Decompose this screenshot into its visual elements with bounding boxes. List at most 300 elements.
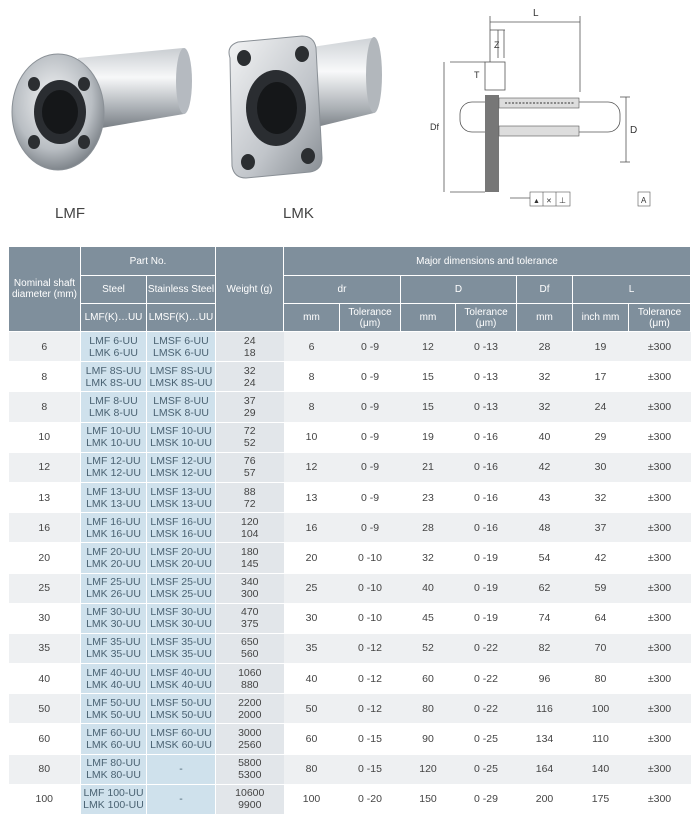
cell-dr: [284, 392, 340, 422]
cell-D-tol-line: 0 -16: [474, 461, 498, 474]
header-D: D: [401, 276, 517, 304]
cell-L: [573, 452, 629, 482]
cell-dr: [284, 603, 340, 633]
cell-Df-line: 42: [538, 461, 551, 474]
cell-D-line: 45: [422, 612, 434, 625]
cell-L-line: 175: [591, 793, 610, 806]
cell-weight: [216, 754, 284, 784]
cell-L-tol: [629, 633, 691, 663]
cell-weight: [216, 513, 284, 543]
cell-steel-part: [81, 694, 147, 724]
cell-D: [401, 633, 456, 663]
header-L-tolerance: Tolerance (μm): [629, 304, 691, 332]
cell-stainless-part-line: LMSF 10-UU: [150, 425, 212, 438]
cell-weight: [216, 543, 284, 573]
cell-L: [573, 784, 629, 814]
cell-weight-line: 104: [240, 527, 259, 540]
lmk-caption: LMK: [283, 205, 314, 222]
cell-D-tol-line: 0 -22: [474, 702, 498, 715]
cell-steel-part-line: LMK 10-UU: [86, 437, 141, 450]
cell-L-tol: [629, 664, 691, 694]
cell-Df-line: 48: [538, 521, 551, 534]
cell-weight: [216, 392, 284, 422]
cell-Df: [517, 392, 573, 422]
cell-L: [573, 422, 629, 452]
cell-Df-line: 82: [538, 642, 551, 655]
cell-Df: [517, 754, 573, 784]
cell-weight-line: 72: [243, 425, 256, 438]
cell-shaft: [9, 422, 81, 452]
cell-Df: [517, 603, 573, 633]
cell-Df: [517, 573, 573, 603]
header-dr-mm: mm: [284, 304, 340, 332]
cell-L-tol: [629, 603, 691, 633]
cell-weight-line: 32: [243, 364, 256, 377]
cell-dr-line: 16: [305, 521, 318, 534]
spec-table: [8, 246, 691, 815]
cell-D-tol: [456, 332, 517, 362]
cell-dr-tol: [340, 664, 401, 694]
cell-dr-line: 13: [305, 491, 318, 504]
cell-dr-tol: [340, 784, 401, 814]
cell-weight-line: 880: [240, 678, 259, 691]
cell-weight-line: 18: [243, 346, 256, 359]
cell-stainless-part-line: LMSK 35-UU: [150, 648, 212, 661]
dim-label-D: D: [630, 125, 638, 136]
cell-D-tol-line: 0 -16: [474, 521, 498, 534]
cell-steel-part-line: LMK 8-UU: [88, 406, 138, 419]
cell-weight-line: 180: [240, 545, 259, 558]
cell-shaft: [9, 452, 81, 482]
cell-D-tol: [456, 573, 517, 603]
header-L: L: [573, 276, 691, 304]
cell-weight: [216, 724, 284, 754]
cell-L-tol-line: ±300: [647, 551, 672, 564]
cell-D-line: 60: [422, 672, 434, 685]
cell-weight-line: 1060: [238, 666, 262, 679]
cell-dr-line: 8: [308, 400, 315, 413]
cell-weight-line: 2200: [238, 696, 262, 709]
cell-D-line: 80: [422, 702, 434, 715]
cell-D-tol-line: 0 -13: [474, 400, 498, 413]
cell-dr-tol: [340, 422, 401, 452]
cell-weight: [216, 362, 284, 392]
cell-weight: [216, 332, 284, 362]
cell-D-tol: [456, 664, 517, 694]
cell-Df-line: 134: [535, 733, 554, 746]
cell-dr: [284, 332, 340, 362]
cell-L-tol-line: ±300: [647, 400, 672, 413]
cell-weight-line: 2560: [238, 739, 262, 752]
dim-label-T: T: [474, 70, 480, 80]
cell-Df: [517, 332, 573, 362]
cell-steel-part: [81, 482, 147, 512]
cell-D: [401, 754, 456, 784]
cell-dr: [284, 754, 340, 784]
cell-stainless-part: [147, 422, 216, 452]
cell-stainless-part-line: LMSF 60-UU: [150, 727, 212, 740]
cell-D-tol: [456, 694, 517, 724]
cell-L-line: 100: [591, 702, 610, 715]
tol-symbol-3: ⊥: [559, 196, 566, 205]
cell-L-tol-line: ±300: [647, 793, 672, 806]
cell-shaft-line: 40: [38, 672, 51, 685]
cell-Df-line: 40: [538, 431, 551, 444]
spec-table-body: [9, 332, 691, 815]
header-dr: dr: [284, 276, 401, 304]
cell-stainless-part-line: -: [179, 763, 183, 776]
cell-L-line: 17: [594, 370, 607, 383]
cell-dr-line: 40: [305, 672, 318, 685]
cell-weight-line: 10600: [235, 787, 265, 800]
cell-L-tol-line: ±300: [647, 491, 672, 504]
cell-L: [573, 332, 629, 362]
cell-weight-line: 57: [243, 467, 256, 480]
cell-L: [573, 754, 629, 784]
product-illustration-area: [0, 0, 693, 240]
cell-shaft: [9, 332, 81, 362]
cell-shaft: [9, 603, 81, 633]
cell-stainless-part: [147, 452, 216, 482]
datum-label: A: [641, 196, 647, 205]
cell-dr-line: 35: [305, 642, 318, 655]
cell-D-line: 21: [422, 461, 434, 474]
cell-dr-line: 50: [305, 702, 318, 715]
cell-stainless-part-line: LMSF 13-UU: [150, 485, 212, 498]
cell-Df-line: 54: [538, 551, 551, 564]
cell-weight: [216, 452, 284, 482]
cell-stainless-part-line: LMSK 8S-UU: [149, 376, 213, 389]
cell-stainless-part: [147, 724, 216, 754]
cell-shaft-line: 50: [38, 702, 51, 715]
cell-weight-line: 29: [243, 406, 256, 419]
cell-dr-line: 100: [302, 793, 321, 806]
technical-drawing: [430, 2, 685, 217]
cell-dr-tol-line: 0 -20: [358, 793, 382, 806]
cell-steel-part-line: LMK 60-UU: [86, 739, 141, 752]
cell-L-tol-line: ±300: [647, 733, 672, 746]
cell-stainless-part-line: LMSK 25-UU: [150, 588, 212, 601]
cell-shaft-line: 13: [38, 491, 51, 504]
cell-D-tol-line: 0 -22: [474, 672, 498, 685]
cell-dr-line: 8: [308, 370, 315, 383]
cell-Df-line: 43: [538, 491, 551, 504]
cell-steel-part-line: LMK 20-UU: [86, 557, 141, 570]
header-Df: Df: [517, 276, 573, 304]
table-row: [9, 513, 691, 543]
cell-dr: [284, 784, 340, 814]
cell-D: [401, 784, 456, 814]
cell-L-line: 29: [594, 431, 607, 444]
cell-L: [573, 362, 629, 392]
cell-dr-tol-line: 0 -10: [358, 582, 382, 595]
cell-shaft: [9, 633, 81, 663]
cell-steel-part-line: LMK 13-UU: [86, 497, 141, 510]
cell-L-tol-line: ±300: [647, 461, 672, 474]
cell-D: [401, 724, 456, 754]
cell-steel-part-line: LMK 12-UU: [86, 467, 141, 480]
cell-stainless-part-line: LMSK 20-UU: [150, 557, 212, 570]
dim-label-Df: Df: [430, 122, 439, 132]
cell-shaft-line: 10: [38, 431, 51, 444]
cell-Df-line: 28: [538, 340, 551, 353]
cell-Df-line: 32: [538, 400, 551, 413]
cell-steel-part-line: LMF 40-UU: [86, 666, 141, 679]
cell-L: [573, 513, 629, 543]
header-weight: Weight (g): [216, 247, 284, 332]
cell-dr: [284, 573, 340, 603]
cell-weight-line: 24: [243, 334, 256, 347]
table-row: [9, 422, 691, 452]
cell-L-tol-line: ±300: [647, 642, 672, 655]
cell-L-tol: [629, 482, 691, 512]
cell-stainless-part: [147, 603, 216, 633]
cell-D: [401, 513, 456, 543]
cell-dr-tol-line: 0 -9: [360, 340, 380, 353]
cell-shaft: [9, 694, 81, 724]
dim-label-Z: Z: [494, 40, 500, 50]
cell-dr-tol-line: 0 -12: [358, 702, 382, 715]
cell-weight: [216, 694, 284, 724]
cell-L-tol: [629, 724, 691, 754]
cell-L-tol: [629, 784, 691, 814]
cell-stainless-part-line: LMSK 50-UU: [150, 708, 212, 721]
cell-D: [401, 362, 456, 392]
cell-D-tol: [456, 724, 517, 754]
cell-L-line: 64: [594, 612, 607, 625]
cell-dr-tol-line: 0 -15: [358, 763, 382, 776]
cell-D: [401, 392, 456, 422]
cell-D-line: 23: [422, 491, 434, 504]
cell-steel-part-line: LMK 40-UU: [86, 678, 141, 691]
cell-weight-line: 375: [240, 618, 259, 631]
cell-D-tol-line: 0 -19: [474, 582, 498, 595]
cell-L-line: 19: [594, 340, 607, 353]
cell-dr-tol-line: 0 -10: [358, 612, 382, 625]
cell-steel-part-line: LMF 8S-UU: [85, 364, 142, 377]
cell-dr-tol-line: 0 -12: [358, 642, 382, 655]
cell-dr: [284, 664, 340, 694]
cell-D: [401, 422, 456, 452]
cell-D: [401, 573, 456, 603]
cell-D-line: 19: [422, 431, 434, 444]
cell-dr-tol-line: 0 -9: [360, 461, 380, 474]
cell-L-line: 70: [594, 642, 607, 655]
cell-L-line: 110: [592, 733, 609, 746]
cell-dr-line: 60: [305, 733, 318, 746]
cell-steel-part-line: LMK 6-UU: [88, 346, 138, 359]
cell-Df-line: 62: [538, 582, 551, 595]
cell-shaft: [9, 754, 81, 784]
cell-weight-line: 37: [243, 394, 256, 407]
cell-stainless-part: [147, 784, 216, 814]
cell-stainless-part: [147, 362, 216, 392]
cell-steel-part-line: LMK 100-UU: [83, 799, 144, 812]
tol-symbol-2: ✕: [546, 198, 552, 205]
cell-dr-tol-line: 0 -15: [358, 733, 382, 746]
cell-dr-tol: [340, 694, 401, 724]
cell-L-tol: [629, 543, 691, 573]
cell-L: [573, 603, 629, 633]
cell-steel-part-line: LMK 50-UU: [86, 708, 141, 721]
cell-Df-line: 164: [535, 763, 554, 776]
cell-stainless-part: [147, 513, 216, 543]
cell-dr-tol: [340, 392, 401, 422]
cell-L-tol: [629, 513, 691, 543]
cell-weight: [216, 633, 284, 663]
cell-steel-part-line: LMF 35-UU: [86, 636, 141, 649]
cell-D-line: 150: [419, 793, 437, 806]
cell-D-tol: [456, 784, 517, 814]
cell-L-tol-line: ±300: [647, 612, 672, 625]
cell-shaft-line: 16: [38, 521, 51, 534]
cell-L: [573, 392, 629, 422]
cell-dr: [284, 452, 340, 482]
cell-dr-line: 25: [305, 582, 318, 595]
table-row: [9, 332, 691, 362]
cell-L-tol: [629, 573, 691, 603]
cell-dr-line: 12: [305, 461, 318, 474]
cell-weight: [216, 603, 284, 633]
cell-steel-part: [81, 392, 147, 422]
cell-steel-part-line: LMK 30-UU: [86, 618, 141, 631]
cell-steel-part: [81, 603, 147, 633]
cell-L-tol-line: ±300: [647, 582, 672, 595]
cell-L-tol: [629, 332, 691, 362]
cell-L: [573, 694, 629, 724]
cell-weight-line: 72: [243, 497, 256, 510]
cell-shaft: [9, 784, 81, 814]
cell-L-line: 32: [594, 491, 607, 504]
cell-steel-part-line: LMF 8-UU: [89, 394, 138, 407]
cell-Df-line: 32: [538, 370, 551, 383]
cell-L-tol: [629, 362, 691, 392]
table-row: [9, 724, 691, 754]
cell-steel-part: [81, 664, 147, 694]
cell-Df: [517, 482, 573, 512]
cell-stainless-part: [147, 573, 216, 603]
cell-weight-line: 5800: [238, 757, 262, 770]
cell-D-tol-line: 0 -16: [474, 431, 498, 444]
cell-shaft-line: 12: [38, 461, 51, 474]
cell-weight: [216, 784, 284, 814]
cell-L: [573, 633, 629, 663]
cell-stainless-part: [147, 482, 216, 512]
table-row: [9, 573, 691, 603]
cell-stainless-part-line: LMSF 40-UU: [150, 666, 212, 679]
cell-weight-line: 76: [243, 455, 256, 468]
cell-L-line: 59: [594, 582, 607, 595]
cell-dr-tol: [340, 332, 401, 362]
cell-stainless-part-line: LMSF 6-UU: [153, 334, 209, 347]
cell-steel-part-line: LMK 26-UU: [86, 588, 141, 601]
cell-shaft: [9, 543, 81, 573]
cell-steel-part-line: LMK 35-UU: [86, 648, 141, 661]
cell-L: [573, 573, 629, 603]
cell-dr-tol-line: 0 -9: [360, 431, 380, 444]
cell-dr: [284, 362, 340, 392]
cell-stainless-part: [147, 392, 216, 422]
cell-L-line: 24: [594, 400, 607, 413]
cell-L-tol-line: ±300: [647, 431, 672, 444]
cell-stainless-part-line: LMSK 8-UU: [152, 406, 209, 419]
cell-stainless-part-line: LMSF 25-UU: [150, 576, 212, 589]
header-D-tolerance: Tolerance (μm): [456, 304, 517, 332]
header-dr-tolerance: Tolerance (μm): [340, 304, 401, 332]
cell-D-line: 52: [422, 642, 434, 655]
cell-Df-line: 200: [535, 793, 554, 806]
cell-D-line: 15: [422, 400, 434, 413]
cell-steel-part-line: LMF 80-UU: [86, 757, 141, 770]
header-D-mm: mm: [401, 304, 456, 332]
table-row: [9, 543, 691, 573]
cell-Df: [517, 543, 573, 573]
cell-dr-tol: [340, 543, 401, 573]
cell-shaft-line: 8: [41, 370, 48, 383]
table-row: [9, 452, 691, 482]
table-row: [9, 603, 691, 633]
cell-stainless-part-line: LMSF 20-UU: [150, 545, 212, 558]
cell-stainless-part-line: LMSK 6-UU: [152, 346, 209, 359]
cell-steel-part-line: LMF 30-UU: [86, 606, 141, 619]
cell-L-line: 140: [591, 763, 610, 776]
cell-D-tol-line: 0 -25: [474, 763, 498, 776]
cell-D-line: 32: [422, 551, 434, 564]
cell-weight: [216, 482, 284, 512]
cell-steel-part-line: LMF 10-UU: [86, 425, 141, 438]
cell-stainless-part-line: LMSF 16-UU: [150, 515, 212, 528]
cell-D-tol-line: 0 -19: [474, 612, 498, 625]
cell-stainless-part-line: LMSF 35-UU: [150, 636, 212, 649]
cell-D-tol: [456, 452, 517, 482]
cell-steel-part-line: LMF 13-UU: [86, 485, 141, 498]
cell-shaft: [9, 513, 81, 543]
cell-L-tol-line: ±300: [647, 521, 672, 534]
cell-shaft-line: 35: [38, 642, 51, 655]
cell-weight-line: 120: [240, 515, 259, 528]
cell-shaft-line: 6: [41, 340, 48, 353]
cell-weight-line: 560: [240, 648, 259, 661]
table-row: [9, 392, 691, 422]
cell-L-tol: [629, 452, 691, 482]
cell-D-line: 15: [422, 370, 434, 383]
dim-label-L: L: [533, 8, 539, 19]
cell-shaft-line: 20: [38, 551, 51, 564]
cell-Df-line: 116: [536, 702, 553, 715]
header-steel: Steel: [81, 276, 147, 304]
cell-stainless-part-line: LMSF 8S-UU: [149, 364, 213, 377]
cell-dr-tol-line: 0 -12: [358, 672, 382, 685]
cell-L: [573, 664, 629, 694]
cell-dr-tol-line: 0 -9: [360, 370, 380, 383]
cell-dr-line: 20: [305, 551, 318, 564]
cell-stainless-part-line: LMSF 8-UU: [153, 394, 209, 407]
cell-shaft-line: 100: [35, 793, 54, 806]
cell-L-tol-line: ±300: [647, 340, 672, 353]
cell-dr: [284, 694, 340, 724]
cell-steel-part-line: LMF 6-UU: [89, 334, 138, 347]
cell-D-tol: [456, 392, 517, 422]
cell-weight: [216, 664, 284, 694]
cell-dr: [284, 422, 340, 452]
cell-steel-part: [81, 513, 147, 543]
cell-shaft: [9, 573, 81, 603]
cell-D-line: 40: [422, 582, 434, 595]
cell-L-tol: [629, 754, 691, 784]
tol-symbol-1: ▲: [533, 198, 540, 205]
cell-L-tol-line: ±300: [647, 702, 672, 715]
cell-D-tol: [456, 513, 517, 543]
